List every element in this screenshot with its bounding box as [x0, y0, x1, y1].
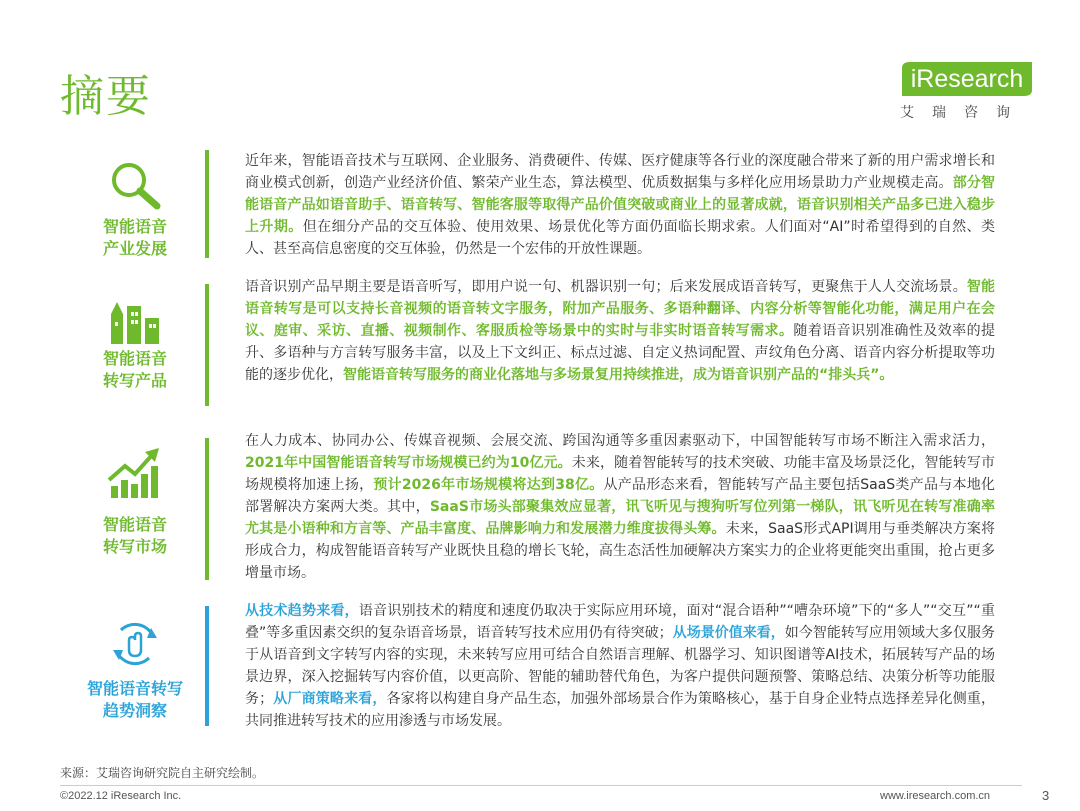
section-paragraph [245, 600, 995, 732]
section-label [80, 514, 190, 558]
highlight-segment: 2021年中国智能语音转写市场规模已约为10亿元。 [245, 455, 572, 471]
text-segment: 各家将以构建自身产品生态，加强外部场景合作为策略核心，基于自身企业特点选择差异化侧重，共同推进转写技术的应用渗透与市场发展。 [245, 691, 996, 729]
section-label-line1: 智能语音转写 [86, 679, 183, 698]
magnifier-icon [107, 158, 163, 214]
highlight-segment: 智能语音转写是可以支持长音视频的语音转文字服务，附加产品服务、多语种翻译、内容分析等智能化功能，满足用户在会议、庭审、采访、直播、视频制作、客服质检等场景中的实时与非实时语音转写需求。 [245, 279, 995, 339]
section-label-line1: 智能语音 [102, 349, 167, 368]
section-paragraph [245, 276, 995, 386]
website-link[interactable]: www.iresearch.com.cn [880, 790, 991, 802]
section-divider [205, 438, 209, 580]
text-segment: 近年来，智能语音技术与互联网、企业服务、消费硬件、传媒、医疗健康等各行业的深度融合带来了新的用户需求增长和商业模式创新，创造产业经济价值、繁荣产业生态，算法模型、优质数据集与多样化应用场景助力产业规模走高。 [245, 153, 995, 191]
highlight-segment: 智能语音转写服务的商业化落地与多场景复用持续推进，成为语音识别产品的“排头兵”。 [343, 367, 894, 383]
highlight-segment: 从场景价值来看， [672, 625, 785, 641]
section-divider [205, 284, 209, 406]
text-segment: 未来，随着智能转写的技术突破、功能丰富及场景泛化，智能转写市场规模将加速上扬， [245, 455, 995, 493]
section-divider [205, 150, 209, 258]
section-label [80, 216, 190, 260]
text-segment: 未来，SaaS形式API调用与垂类解决方案将形成合力，构成智能语音转写产业既快且稳的增长飞轮，高生态活性加硬解决方案实力的企业将更能突出重围，抢占更多增量市场。 [245, 521, 995, 581]
text-segment: 语音识别技术的精度和速度仍取决于实际应用环境，面对“混合语种”“嘈杂环境”下的“多人”“交互”“重叠”等多重因素交织的复杂语音场景，语音转写技术应用仍有待突破； [245, 603, 995, 641]
section-paragraph [245, 430, 995, 584]
text-segment: 在人力成本、协同办公、传媒音视频、会展交流、跨国沟通等多重因素驱动下，中国智能转写市场不断注入需求活力， [245, 433, 995, 449]
highlight-segment: 从技术趋势来看， [245, 603, 359, 619]
text-segment: 从产品形态来看，智能转写产品主要包括SaaS类产品与本地化部署解决方案两大类。其中， [245, 477, 995, 515]
section-label-line2: 趋势洞察 [102, 701, 167, 720]
text-segment: 语音识别产品早期主要是语音听写，即用户说一句、机器识别一句；后来发展成语音转写，更聚焦于人人交流场景。 [245, 279, 967, 295]
source-note: 来源：艾瑞咨询研究院自主研究绘制。 [60, 766, 265, 780]
iresearch-logo [880, 56, 1040, 126]
section-label-line2: 转写产品 [102, 371, 167, 390]
section-label [80, 678, 190, 722]
section-paragraph [245, 150, 995, 260]
page-number: 3 [1042, 788, 1050, 803]
hand-cycle-icon [107, 616, 163, 672]
highlight-segment: 从厂商策略来看， [273, 691, 387, 707]
footer-divider [60, 785, 1022, 786]
highlight-segment: SaaS市场头部聚集效应显著，讯飞听见与搜狗听写位列第一梯队，讯飞听见在转写准确率尤其是小语种和方言等、产品丰富度、品牌影响力和发展潜力维度拔得头筹。 [245, 499, 995, 537]
buildings-icon [107, 292, 163, 348]
page-title: 摘要 [60, 71, 152, 122]
copyright: ©2022.12 iResearch Inc. [60, 790, 182, 802]
text-segment: 如今智能转写应用领域大多仅服务于从语音到文字转写内容的实现，未来转写应用可结合自然语言理解、机器学习、知识图谱等AI技术，拓展转写产品的场景边界，深入挖掘转写内容价值，以更高阶、智能的辅助替代角色，为客户提供问题预警、策略总结、决策分析等功能服务； [245, 625, 995, 707]
section-label-line2: 转写市场 [102, 537, 167, 556]
section-label-line1: 智能语音 [102, 217, 167, 236]
text-segment: 但在细分产品的交互体验、使用效果、场景优化等方面仍面临长期求索。人们面对“AI”时希望得到的自然、类人、甚至高信息密度的交互体验，仍然是一个宏伟的开放性课题。 [245, 219, 995, 257]
section-divider [205, 606, 209, 726]
text-segment: 随着语音识别准确性及效率的提升、多语种与方言转写服务丰富，以及上下文纠正、标点过滤、自定义热词配置、声纹角色分离、语音内容分析提取等功能的逐步优化， [245, 323, 995, 383]
growth-chart-icon [107, 446, 163, 502]
section-label-line1: 智能语音 [102, 515, 167, 534]
logo-chinese: 艾瑞咨询 [900, 105, 1028, 121]
highlight-segment: 部分智能语音产品如语音助手、语音转写、智能客服等取得产品价值突破或商业上的显著成就，语音识别相关产品多已进入稳步上升期。 [245, 175, 996, 235]
highlight-segment: 预计2026年市场规模将达到38亿。 [373, 477, 604, 493]
section-label [80, 348, 190, 392]
section-label-line2: 产业发展 [102, 239, 167, 258]
logo-text: iResearch [910, 65, 1024, 93]
